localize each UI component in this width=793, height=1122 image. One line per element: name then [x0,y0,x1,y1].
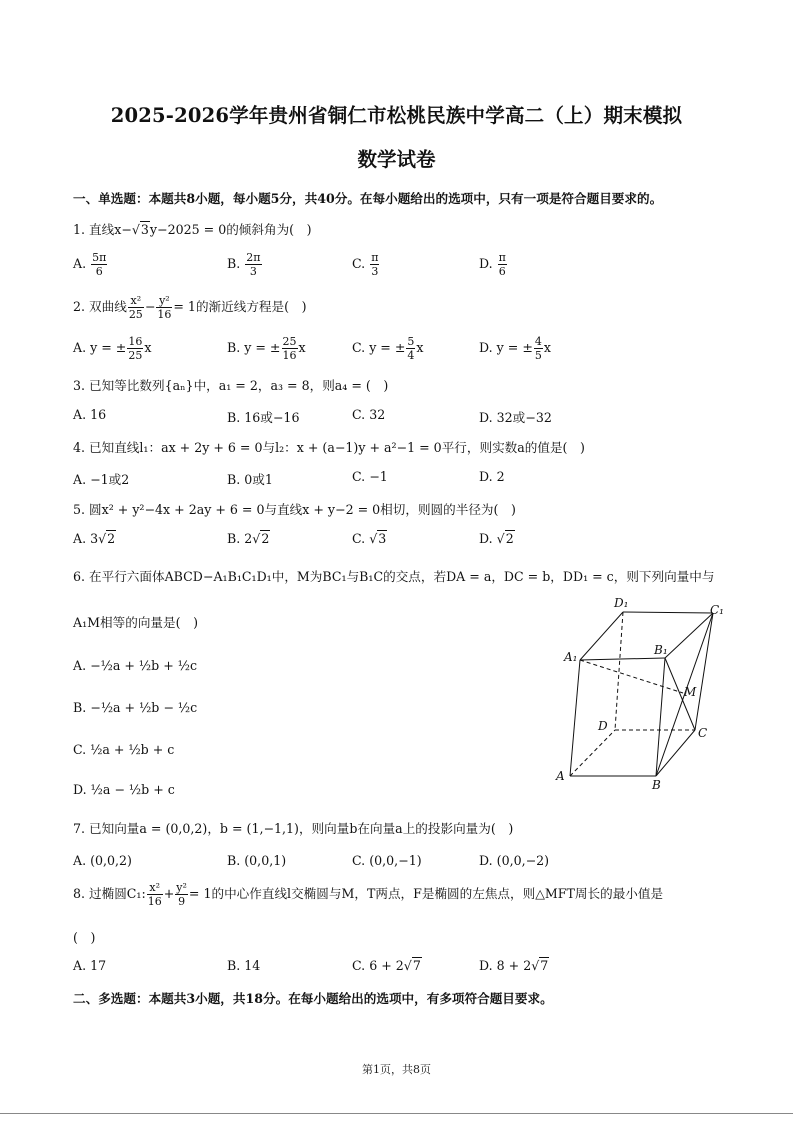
q6-option-c: C. ½a + ½b + c [73,742,175,757]
question-7: 7. 已知向量a = (0,0,2)，b = (1,−1,1)，则向量b在向量a上的投影向量为( ) [73,821,514,836]
q7-option-d: D. (0,0,−2) [479,853,550,868]
page-footer: 第1页，共8页 [362,1063,431,1076]
question-8: 8. 过椭圆C₁: $\frac{\text{x²}}{16}$ + $\frac{\text{y²}}{9}$ = 1的中心作直线l交椭圆与M，T两点，F是椭圆的左焦点，则△MFT周长的最小值是 [73,881,664,908]
q4-option-c: C. −1 [352,469,388,484]
label-b: B [652,778,661,792]
q7-option-b: B. (0,0,1) [227,853,287,868]
q8-option-c: C. 6 + 2√7 [352,958,421,973]
parallelepiped-figure [552,592,732,792]
q8-option-b: B. 14 [227,958,261,973]
page-subtitle: 数学试卷 [357,148,436,171]
q7-option-c: C. (0,0,−1) [352,853,422,868]
q3-option-c: C. 32 [352,407,386,422]
question-4: 4. 已知直线l₁：ax + 2y + 6 = 0与l₂：x + (a−1)y + a²−1 = 0平行，则实数a的值是( ) [73,440,585,455]
q7-option-a: A. (0,0,2) [73,853,132,868]
q8-option-d: D. 8 + 2√7 [479,958,549,973]
section-heading-multi-choice: 二、多选题：本题共3小题，共18分。在每小题给出的选项中，有多项符合题目要求。 [73,991,553,1006]
q4-option-a: A. −1或2 [73,472,130,487]
label-d1: D₁ [614,596,629,610]
page-divider [0,1113,793,1114]
question-3: 3. 已知等比数列{aₙ}中，a₁ = 2，a₃ = 8，则a₄ = ( ) [73,378,389,393]
q5-option-b: B. 2√2 [227,531,270,546]
q5-option-c: C. √3 [352,531,387,546]
q8-option-a: A. 17 [73,958,107,973]
q4-option-b: B. 0或1 [227,472,273,487]
q3-option-a: A. 16 [73,407,107,422]
question-6-cont: A₁M相等的向量是( ) [73,615,199,630]
q2-option-d: D. y = ± $\frac{4}{5}$ x [479,335,551,362]
q3-option-b: B. 16或−16 [227,410,300,425]
section-heading-single-choice: 一、单选题：本题共8小题，每小题5分，共40分。在每小题给出的选项中，只有一项是符合题目要求的。 [73,191,663,206]
question-5: 5. 圆x² + y²−4x + 2ay + 6 = 0与直线x + y−2 = 0相切，则圆的半径为( ) [73,502,516,517]
q1-option-d: D. $\frac{\pi}{6}$ [479,251,506,278]
label-a: A [556,769,565,783]
q5-option-a: A. 3√2 [73,531,116,546]
label-m: M [684,685,697,699]
label-d: D [598,719,608,733]
q1-option-c: C. $\frac{\pi}{3}$ [352,251,379,278]
q2-option-b: B. y = ± $\frac{25}{16}$ x [227,335,306,362]
question-1: 1. 直线x−√3y−2025 = 0的倾斜角为( ) [73,222,312,237]
question-2: 2. 双曲线 $\frac{\text{x²}}{25}$ − $\frac{\text{y²}}{16}$ = 1的渐近线方程是( ) [73,294,307,321]
q6-option-d: D. ½a − ½b + c [73,782,175,797]
question-8-cont: ( ) [73,930,96,945]
label-c1: C₁ [710,603,724,617]
q6-option-a: A. −½a + ½b + ½c [73,658,198,673]
question-6: 6. 在平行六面体ABCD−A₁B₁C₁D₁中，M为BC₁与B₁C的交点，若DA = a，DC = b，DD₁ = c，则下列向量中与 [73,569,715,584]
q6-option-b: B. −½a + ½b − ½c [73,700,198,715]
q1-option-b: B. $\frac{2\pi}{3}$ [227,251,261,278]
q5-option-d: D. √2 [479,531,514,546]
q2-option-a: A. y = ± $\frac{16}{25}$ x [73,335,152,362]
q2-option-c: C. y = ± $\frac{5}{4}$ x [352,335,424,362]
page-title: 2025-2026学年贵州省铜仁市松桃民族中学高二（上）期末模拟 [110,104,683,127]
q1-option-a: A. $\frac{5\pi}{6}$ [73,251,107,278]
label-b1: B₁ [654,643,668,657]
label-a1: A₁ [564,650,578,664]
q3-option-d: D. 32或−32 [479,410,552,425]
label-c: C [698,726,708,740]
q4-option-d: D. 2 [479,469,505,484]
